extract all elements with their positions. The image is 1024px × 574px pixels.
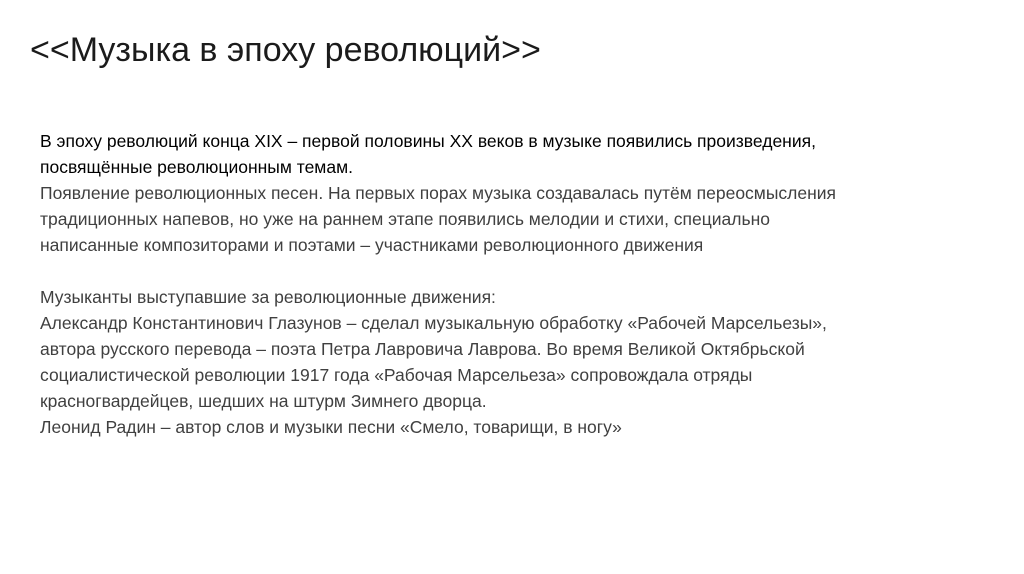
text-line: социалистической революции 1917 года «Рабочая Марсельеза» сопровождала отряды	[40, 365, 753, 385]
text-line: Александр Константинович Глазунов – сделал музыкальную обработку «Рабочей Марсельезы»,	[40, 313, 827, 333]
text-line: В эпоху революций конца XIX – первой половины XX веков в музыке появились произведения,	[40, 131, 816, 151]
slide-title: <<Музыка в эпоху революций>>	[30, 31, 541, 69]
paragraph-spacer	[40, 258, 980, 284]
text-line: традиционных напевов, но уже на раннем этапе появились мелодии и стихи, специально	[40, 209, 771, 229]
intro-paragraph	[40, 128, 980, 180]
text-line: автора русского перевода – поэта Петра Лавровича Лаврова. Во время Великой Октябрьской	[40, 339, 805, 359]
text-line: Музыканты выступавшие за революционные движения:	[40, 287, 496, 307]
text-line: посвящённые революционным темам.	[40, 157, 353, 177]
musicians-paragraph	[40, 284, 980, 440]
text-line: красногвардейцев, шедших на штурм Зимнего дворца.	[40, 391, 487, 411]
slide-body	[40, 128, 980, 440]
songs-paragraph	[40, 180, 980, 258]
text-line: написанные композиторами и поэтами – участниками революционного движения	[40, 235, 704, 255]
text-line: Появление революционных песен. На первых порах музыка создавалась путём переосмысления	[40, 183, 837, 203]
text-line: Леонид Радин – автор слов и музыки песни «Смело, товарищи, в ногу»	[40, 417, 622, 437]
